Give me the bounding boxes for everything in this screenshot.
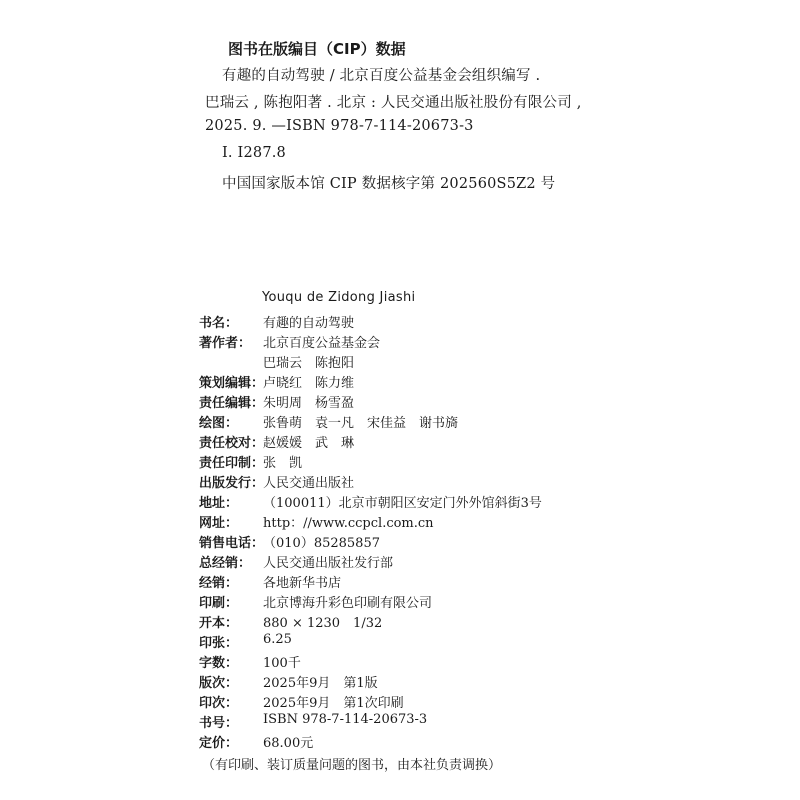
label-distributor: 总经销： (199, 556, 252, 571)
value-dealers: 各地新华书店 (263, 576, 342, 591)
label-publisher: 出版发行： (199, 476, 265, 491)
value-planning-editors: 卢晓红 陈力维 (263, 376, 355, 391)
value-sales-phone: （010）85285857 (263, 536, 380, 551)
cip-title: 图书在版编目（CIP）数据 (228, 40, 406, 58)
label-printing-supervisor: 责任印制： (199, 456, 265, 471)
value-proofreading: 赵媛媛 武 琳 (263, 436, 355, 451)
value-word-count: 100千 (263, 656, 301, 671)
value-impression: 2025年9月 第1次印刷 (263, 696, 404, 711)
value-publisher: 人民交通出版社 (263, 476, 355, 491)
value-address: （100011）北京市朝阳区安定门外外馆斜街3号 (263, 496, 542, 511)
pinyin-title: Youqu de Zidong Jiashi (262, 290, 416, 305)
label-authors: 著作者： (199, 336, 252, 351)
label-sales-phone: 销售电话： (199, 536, 265, 551)
value-format: 880 × 1230 1/32 (263, 616, 383, 631)
label-address: 地址： (199, 496, 239, 511)
label-printer: 印刷： (199, 596, 239, 611)
value-authors-2: 巴瑞云 陈抱阳 (263, 356, 355, 371)
value-sheets: 6.25 (263, 632, 292, 647)
label-isbn: 书号： (199, 716, 239, 731)
cip-line-3: 2025. 9. —ISBN 978-7-114-20673-3 (205, 118, 474, 134)
label-planning-editors: 策划编辑： (199, 376, 265, 391)
value-isbn: ISBN 978-7-114-20673-3 (263, 712, 428, 727)
label-impression: 印次： (199, 696, 239, 711)
cip-line-1: 有趣的自动驾驶 / 北京百度公益基金会组织编写 . (222, 68, 541, 84)
cip-line-5: 中国国家版本馆 CIP 数据核字第 202560S5Z2 号 (222, 176, 556, 192)
label-format: 开本： (199, 616, 239, 631)
quality-notice: （有印刷、装订质量问题的图书，由本社负责调换） (202, 758, 502, 773)
value-edition: 2025年9月 第1版 (263, 676, 378, 691)
value-illustration: 张鲁萌 袁一凡 宋佳益 谢书旖 (263, 416, 459, 431)
value-website: http：//www.ccpcl.com.cn (263, 516, 434, 531)
label-price: 定价： (199, 736, 239, 751)
cip-line-4: Ⅰ. I287.8 (222, 145, 286, 161)
value-responsible-editors: 朱明周 杨雪盈 (263, 396, 355, 411)
value-book-name: 有趣的自动驾驶 (263, 316, 355, 331)
label-word-count: 字数： (199, 656, 239, 671)
value-distributor: 人民交通出版社发行部 (263, 556, 394, 571)
label-website: 网址： (199, 516, 239, 531)
label-edition: 版次： (199, 676, 239, 691)
label-sheets: 印张： (199, 636, 239, 651)
value-price: 68.00元 (263, 736, 314, 751)
label-book-name: 书名： (199, 316, 239, 331)
cip-line-2: 巴瑞云 , 陈抱阳著 . 北京 : 人民交通出版社股份有限公司 , (205, 95, 582, 111)
value-printer: 北京博海升彩色印刷有限公司 (263, 596, 433, 611)
label-illustration: 绘图： (199, 416, 239, 431)
label-proofreading: 责任校对： (199, 436, 265, 451)
value-authors: 北京百度公益基金会 (263, 336, 381, 351)
label-responsible-editors: 责任编辑： (199, 396, 265, 411)
label-dealers: 经销： (199, 576, 239, 591)
value-printing-supervisor: 张 凯 (263, 456, 303, 471)
